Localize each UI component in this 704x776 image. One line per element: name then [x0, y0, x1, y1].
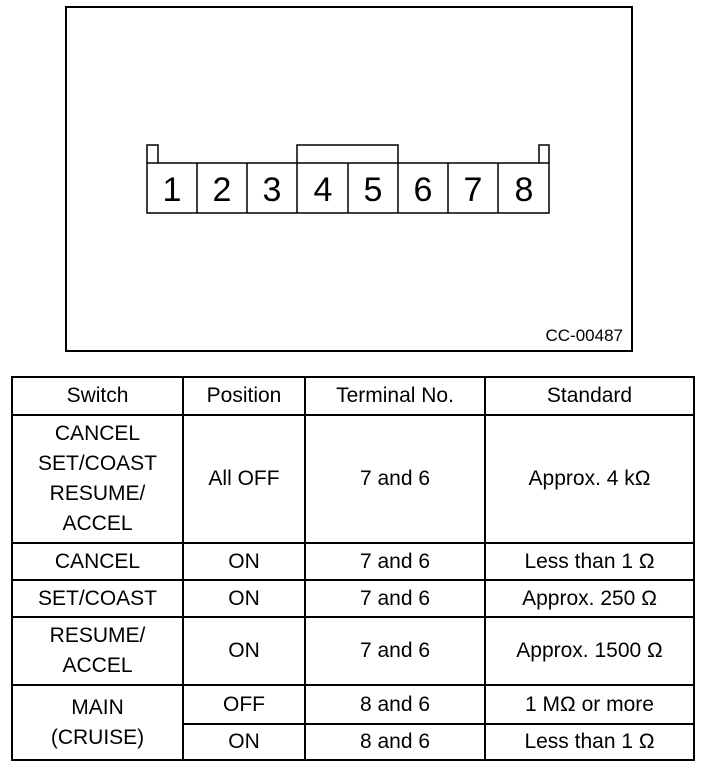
cell-terminal: 8 and 6 — [305, 724, 485, 760]
cell-terminal: 8 and 6 — [305, 685, 485, 724]
connector-diagram — [67, 8, 631, 350]
cell-switch: RESUME/ ACCEL — [12, 617, 183, 685]
cell-terminal: 7 and 6 — [305, 580, 485, 617]
figure-code: CC-00487 — [545, 326, 623, 345]
header-terminal: Terminal No. — [305, 377, 485, 415]
header-switch: Switch — [12, 377, 183, 415]
cell-position: ON — [183, 724, 305, 760]
terminal-number: 6 — [413, 171, 433, 209]
cell-switch: CANCEL SET/COAST RESUME/ ACCEL — [12, 415, 183, 543]
terminal-number: 4 — [313, 171, 333, 209]
cell-position: ON — [183, 617, 305, 685]
table-row — [12, 617, 694, 685]
cell-standard: Approx. 250 Ω — [485, 580, 694, 617]
cell-standard: Approx. 1500 Ω — [485, 617, 694, 685]
right-latch-tab — [539, 145, 549, 163]
terminal-number: 2 — [212, 171, 232, 209]
header-position: Position — [183, 377, 305, 415]
table-row — [12, 543, 694, 580]
table-header-row — [12, 377, 694, 415]
terminal-number: 1 — [162, 171, 182, 209]
cell-standard: Less than 1 Ω — [485, 543, 694, 580]
cell-terminal: 7 and 6 — [305, 415, 485, 543]
connector-figure — [65, 6, 633, 352]
left-latch-tab — [147, 145, 158, 163]
cell-position: ON — [183, 580, 305, 617]
cell-switch: SET/COAST — [12, 580, 183, 617]
table-row — [12, 580, 694, 617]
cell-position: All OFF — [183, 415, 305, 543]
table-row — [12, 685, 694, 724]
cell-terminal: 7 and 6 — [305, 543, 485, 580]
terminal-number: 8 — [514, 171, 534, 209]
center-key — [297, 145, 398, 163]
terminal-number: 5 — [363, 171, 383, 209]
cell-switch: CANCEL — [12, 543, 183, 580]
cell-switch: MAIN (CRUISE) — [12, 685, 183, 760]
cell-standard: 1 MΩ or more — [485, 685, 694, 724]
terminal-number: 3 — [262, 171, 282, 209]
cell-terminal: 7 and 6 — [305, 617, 485, 685]
switch-resistance-table — [11, 376, 695, 761]
cell-position: OFF — [183, 685, 305, 724]
cell-standard: Approx. 4 kΩ — [485, 415, 694, 543]
cell-position: ON — [183, 543, 305, 580]
table-row — [12, 415, 694, 543]
header-standard: Standard — [485, 377, 694, 415]
cell-standard: Less than 1 Ω — [485, 724, 694, 760]
terminal-number: 7 — [463, 171, 483, 209]
